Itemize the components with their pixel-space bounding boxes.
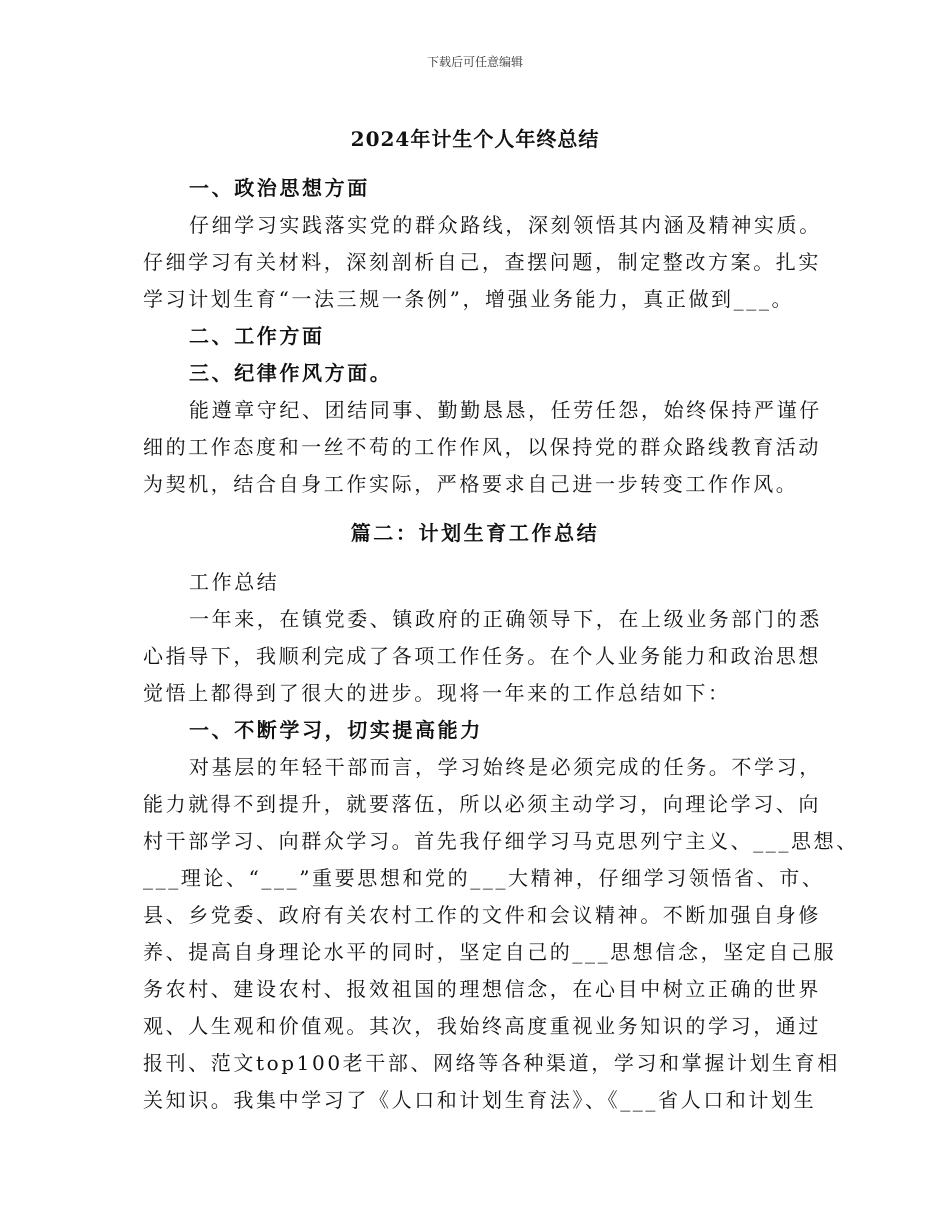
paragraph-line: 仔细学习有关材料，深刻剖析自己，查摆问题，制定整改方案。扎实: [143, 250, 821, 274]
paragraph-line: 报刊、范文top100老干部、网络等各种渠道，学习和掌握计划生育相: [143, 1051, 840, 1075]
paragraph-line: 心指导下，我顺利完成了各项工作任务。在个人业务能力和政治思想: [143, 644, 821, 668]
section-heading-discipline: 三、纪律作风方面。: [189, 361, 393, 385]
paragraph-line: ___理论、“___”重要思想和党的___大精神，仔细学习领悟省、市、: [143, 866, 825, 890]
part-two-subtitle: 工作总结: [189, 570, 280, 594]
paragraph-line: 务农村、建设农村、报效祖国的理想信念，在心目中树立正确的世界: [143, 977, 821, 1001]
paragraph-line: 对基层的年轻干部而言，学习始终是必须完成的任务。不学习，: [189, 755, 822, 779]
paragraph-line: 观、人生观和价值观。其次，我始终高度重视业务知识的学习，通过: [143, 1014, 821, 1038]
document-title: 2024年计生个人年终总结: [350, 127, 600, 151]
paragraph-line: 关知识。我集中学习了《人口和计划生育法》、《___省人口和计划生: [143, 1088, 817, 1112]
part-two-title: 篇二：计划生育工作总结: [350, 521, 600, 545]
section-heading-political: 一、政治思想方面: [189, 176, 370, 200]
section-heading-learning: 一、不断学习，切实提高能力: [189, 718, 483, 742]
paragraph-line: 仔细学习实践落实党的群众路线，深刻领悟其内涵及精神实质。: [189, 213, 822, 237]
page-header-note: 下载后可任意编辑: [426, 55, 523, 69]
paragraph-line: 村干部学习、向群众学习。首先我仔细学习马克思列宁主义、___思想、: [143, 829, 859, 853]
section-heading-work: 二、工作方面: [189, 324, 325, 348]
paragraph-line: 学习计划生育“一法三规一条例”，增强业务能力，真正做到___。: [143, 287, 795, 311]
paragraph-line: 细的工作态度和一丝不苟的工作作风，以保持党的群众路线教育活动: [143, 435, 821, 459]
paragraph-line: 能遵章守纪、团结同事、勤勤恳恳，任劳任怨，始终保持严谨仔: [189, 398, 822, 422]
paragraph-line: 一年来，在镇党委、镇政府的正确领导下，在上级业务部门的悉: [189, 607, 822, 631]
paragraph-line: 能力就得不到提升，就要落伍，所以必须主动学习，向理论学习、向: [143, 792, 821, 816]
paragraph-line: 为契机，结合自身工作实际，严格要求自己进一步转变工作作风。: [143, 472, 799, 496]
paragraph-line: 觉悟上都得到了很大的进步。现将一年来的工作总结如下：: [143, 681, 731, 705]
paragraph-line: 县、乡党委、政府有关农村工作的文件和会议精神。不断加强自身修: [143, 903, 821, 927]
paragraph-line: 养、提高自身理论水平的同时，坚定自己的___思想信念，坚定自己服: [143, 940, 837, 964]
